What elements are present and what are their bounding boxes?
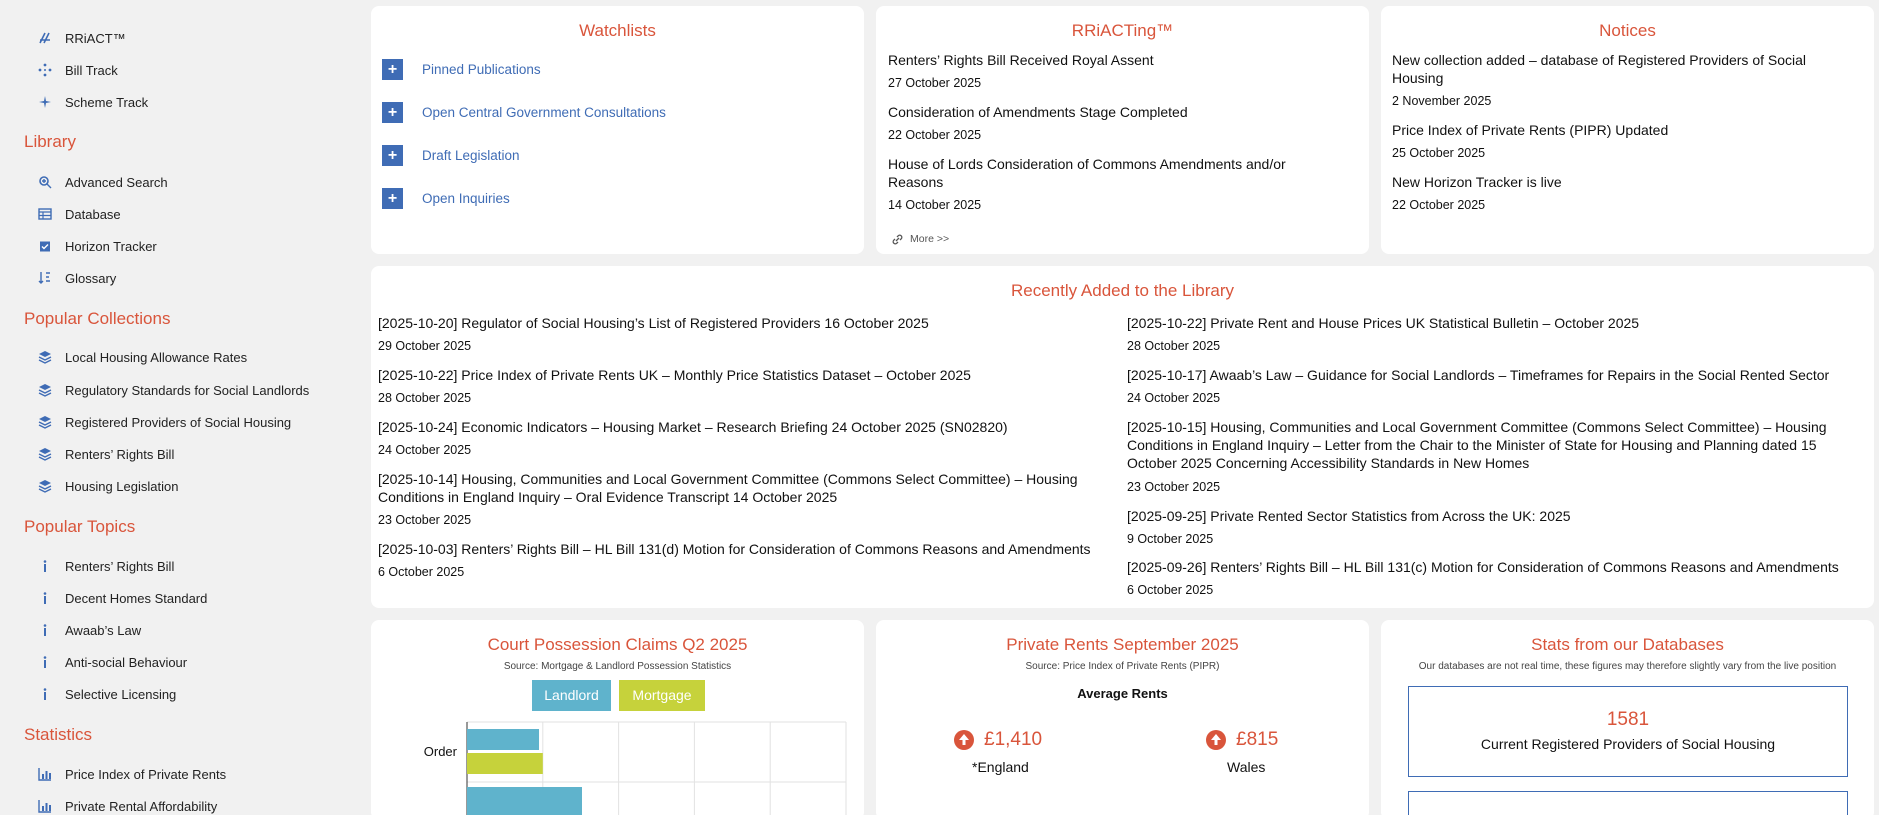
layers-icon bbox=[37, 446, 53, 462]
sidebar-item-label: Selective Licensing bbox=[65, 686, 177, 702]
average-rents-subtitle: Average Rents bbox=[1077, 686, 1168, 701]
bar-mortgage bbox=[467, 753, 543, 774]
calendar-check-icon bbox=[37, 238, 53, 254]
library-item-title[interactable]: [2025-10-24] Economic Indicators – Housing Market – Research Briefing 24 October 2025 (SN02820) bbox=[378, 419, 1008, 435]
layers-icon bbox=[37, 478, 53, 494]
info-icon bbox=[37, 622, 53, 638]
library-item-date: 28 October 2025 bbox=[1127, 339, 1221, 353]
sidebar-item-horizon-tracker[interactable] bbox=[37, 235, 157, 257]
plus-icon: + bbox=[382, 102, 403, 123]
library-item-title[interactable]: [2025-09-26] Renters’ Rights Bill – HL Bill 131(c) Motion for Consideration of Commons Reasons and Amendments bbox=[1127, 559, 1839, 575]
sidebar-item-label: RRiACT™ bbox=[65, 30, 126, 46]
sidebar-item-affordability[interactable] bbox=[37, 795, 217, 815]
news-item-date: 14 October 2025 bbox=[888, 198, 982, 212]
info-icon bbox=[37, 654, 53, 670]
info-icon bbox=[37, 686, 53, 702]
sidebar-item-label: Scheme Track bbox=[65, 94, 149, 110]
watchlist-label: Open Central Government Consultations bbox=[422, 104, 666, 120]
library-item-title[interactable]: [2025-10-20] Regulator of Social Housing’s List of Registered Providers 16 October 2025 bbox=[378, 315, 929, 331]
notices-card bbox=[1381, 6, 1874, 254]
layers-icon bbox=[37, 349, 53, 365]
watchlist-label: Pinned Publications bbox=[422, 61, 541, 77]
sidebar-item-registered-providers[interactable] bbox=[37, 411, 291, 433]
sidebar-item-advanced-search[interactable] bbox=[37, 171, 168, 193]
watchlist-open-inquiries[interactable] bbox=[382, 187, 510, 209]
sidebar-item-label: Regulatory Standards for Social Landlords bbox=[65, 382, 310, 398]
sidebar-item-renters-rights-bill-collection[interactable] bbox=[37, 443, 174, 465]
sidebar-item-label: Private Rental Affordability bbox=[65, 798, 218, 814]
zoom-search-icon bbox=[37, 174, 53, 190]
sidebar-item-topic-antisocial[interactable] bbox=[37, 651, 187, 673]
notice-item-date: 22 October 2025 bbox=[1392, 198, 1486, 212]
notice-item-title[interactable]: New collection added – database of Registered Providers of Social Housing bbox=[1392, 52, 1807, 86]
stats-title: Stats from our Databases bbox=[1531, 635, 1724, 654]
sidebar-heading-statistics: Statistics bbox=[24, 725, 93, 744]
court-claims-title: Court Possession Claims Q2 2025 bbox=[487, 635, 748, 654]
court-claims-card bbox=[371, 620, 864, 815]
stats-note: Our databases are not real time, these figures may therefore slightly vary from the live position bbox=[1418, 661, 1837, 672]
watchlist-label: Draft Legislation bbox=[422, 147, 520, 163]
recent-title: Recently Added to the Library bbox=[1010, 281, 1235, 300]
sidebar-item-pipr[interactable] bbox=[37, 763, 226, 785]
library-item-date: 24 October 2025 bbox=[1127, 391, 1221, 405]
sidebar-item-lha-rates[interactable] bbox=[37, 346, 247, 368]
sidebar-item-topic-decent-homes[interactable] bbox=[37, 587, 207, 609]
sidebar-item-bill-track[interactable] bbox=[37, 59, 118, 81]
watchlist-open-consultations[interactable] bbox=[382, 101, 666, 123]
sidebar-item-rriact[interactable] bbox=[37, 27, 126, 49]
watchlists-title: Watchlists bbox=[579, 21, 656, 40]
arrow-up-circle-icon bbox=[1206, 730, 1226, 750]
notices-title: Notices bbox=[1599, 21, 1656, 40]
library-item-title[interactable]: [2025-10-17] Awaab’s Law – Guidance for Social Landlords – Timeframes for Repairs in the Social Rented Sector bbox=[1127, 367, 1830, 383]
notice-item-date: 2 November 2025 bbox=[1392, 94, 1492, 108]
sidebar-item-label: Anti-social Behaviour bbox=[65, 654, 188, 670]
info-icon bbox=[37, 590, 53, 606]
library-item-date: 9 October 2025 bbox=[1127, 532, 1214, 546]
private-rents-card bbox=[876, 620, 1369, 815]
library-item-title[interactable]: [2025-10-15] Housing, Communities and Local Government Committee (Commons Select Committee) – Housing Conditions in England Inquiry – Letter from the Chair to the Minister of State for Housing and Planning dated 15 October 2025 Concerning Accessibility Standards in New Homes bbox=[1127, 419, 1827, 471]
library-item-date: 23 October 2025 bbox=[378, 513, 472, 527]
more-link[interactable] bbox=[892, 233, 949, 245]
sidebar-item-topic-selective-licensing[interactable] bbox=[37, 683, 176, 705]
sidebar-heading-popular-topics: Popular Topics bbox=[24, 517, 136, 536]
sidebar-item-label: Price Index of Private Rents bbox=[65, 766, 227, 782]
sidebar-heading-popular-collections: Popular Collections bbox=[24, 309, 171, 328]
news-item-date: 22 October 2025 bbox=[888, 128, 982, 142]
watchlist-draft-legislation[interactable] bbox=[382, 144, 520, 166]
library-item-title[interactable]: [2025-10-22] Price Index of Private Rents UK – Monthly Price Statistics Dataset – October 2025 bbox=[378, 367, 971, 383]
stat-label: Current Registered Providers of Social Housing bbox=[1480, 736, 1776, 752]
legend-mortgage-button[interactable]: Mortgage bbox=[619, 680, 705, 711]
arrow-up-circle-icon bbox=[954, 730, 974, 750]
notice-item-title[interactable]: Price Index of Private Rents (PIPR) Updated bbox=[1392, 122, 1669, 138]
sidebar-item-housing-legislation[interactable] bbox=[37, 475, 178, 497]
sort-alpha-icon bbox=[37, 270, 53, 286]
sidebar-item-regulatory-standards[interactable] bbox=[37, 379, 309, 401]
plus-icon: + bbox=[382, 145, 403, 166]
sidebar-item-label: Local Housing Allowance Rates bbox=[65, 349, 248, 365]
sidebar-item-label: Renters’ Rights Bill bbox=[65, 558, 175, 574]
news-item-title[interactable]: Consideration of Amendments Stage Completed bbox=[888, 104, 1188, 120]
court-claims-chart bbox=[371, 720, 864, 815]
library-item-date: 6 October 2025 bbox=[1127, 583, 1214, 597]
notice-item-title[interactable]: New Horizon Tracker is live bbox=[1392, 174, 1562, 190]
info-icon bbox=[37, 558, 53, 574]
link-icon bbox=[892, 234, 903, 245]
library-item-title[interactable]: [2025-10-03] Renters’ Rights Bill – HL Bill 131(d) Motion for Consideration of Commons Reasons and Amendments bbox=[378, 541, 1091, 557]
stat-value: 1581 bbox=[1606, 709, 1650, 730]
slash-lines-icon bbox=[37, 30, 53, 46]
private-rents-source: Source: Price Index of Private Rents (PIPR) bbox=[1025, 661, 1220, 672]
sidebar-item-scheme-track[interactable] bbox=[37, 91, 148, 113]
news-item-title[interactable]: House of Lords Consideration of Commons Amendments and/or Reasons bbox=[888, 156, 1286, 190]
library-item-date: 28 October 2025 bbox=[378, 391, 472, 405]
sidebar-heading-library: Library bbox=[24, 132, 76, 151]
library-item-date: 29 October 2025 bbox=[378, 339, 472, 353]
sidebar-item-label: Database bbox=[65, 206, 121, 222]
stats-card bbox=[1381, 620, 1874, 815]
table-icon bbox=[37, 206, 53, 222]
watchlist-pinned-publications[interactable] bbox=[382, 58, 541, 80]
library-item-date: 24 October 2025 bbox=[378, 443, 472, 457]
sidebar-item-label: Bill Track bbox=[65, 62, 118, 78]
stat-box bbox=[1408, 686, 1848, 777]
sidebar-item-database[interactable] bbox=[37, 203, 121, 225]
bar-landlord bbox=[467, 729, 539, 750]
rent-wales bbox=[1206, 729, 1278, 751]
notice-item-date: 25 October 2025 bbox=[1392, 146, 1486, 160]
rriacting-title: RRiACTing™ bbox=[1071, 21, 1174, 40]
recent-card bbox=[371, 266, 1874, 608]
private-rents-title: Private Rents September 2025 bbox=[1006, 635, 1239, 654]
plus-icon: + bbox=[382, 188, 403, 209]
watchlist-label: Open Inquiries bbox=[422, 190, 510, 206]
sidebar-item-glossary[interactable] bbox=[37, 267, 116, 289]
library-item-title[interactable]: [2025-10-22] Private Rent and House Prices UK Statistical Bulletin – October 2025 bbox=[1127, 315, 1640, 331]
layers-icon bbox=[37, 414, 53, 430]
layers-icon bbox=[37, 382, 53, 398]
rriacting-card bbox=[876, 6, 1369, 254]
plus-icon: + bbox=[382, 59, 403, 80]
more-label: More >> bbox=[910, 233, 950, 245]
library-item-date: 23 October 2025 bbox=[1127, 480, 1221, 494]
rent-value: £1,410 bbox=[984, 729, 1043, 750]
sidebar-item-label: Awaab’s Law bbox=[65, 622, 142, 638]
court-claims-source: Source: Mortgage & Landlord Possession Statistics bbox=[503, 661, 732, 672]
sidebar-item-label: Registered Providers of Social Housing bbox=[65, 414, 292, 430]
sidebar-item-topic-renters-rights[interactable] bbox=[37, 555, 174, 577]
library-item-title[interactable]: [2025-10-14] Housing, Communities and Local Government Committee (Commons Select Committee) – Housing Conditions in England Inquiry – Oral Evidence Transcript 14 October 2025 bbox=[378, 471, 1078, 505]
library-item-date: 6 October 2025 bbox=[378, 565, 465, 579]
sidebar-item-label: Renters’ Rights Bill bbox=[65, 446, 175, 462]
sparkle-icon bbox=[37, 94, 53, 110]
sidebar-item-label: Horizon Tracker bbox=[65, 238, 157, 254]
rent-england bbox=[954, 729, 1042, 751]
news-item-title[interactable]: Renters’ Rights Bill Received Royal Assent bbox=[888, 52, 1154, 68]
bar-landlord bbox=[467, 787, 582, 815]
legend-landlord-button[interactable]: Landlord bbox=[532, 680, 611, 711]
sidebar-item-label: Decent Homes Standard bbox=[65, 590, 208, 606]
sidebar-item-topic-awaabs-law[interactable] bbox=[37, 619, 141, 641]
dots-cross-icon bbox=[37, 62, 53, 78]
sidebar bbox=[0, 0, 360, 815]
rent-value: £815 bbox=[1236, 729, 1279, 750]
rent-region: Wales bbox=[1227, 759, 1266, 775]
library-item-title[interactable]: [2025-09-25] Private Rented Sector Statistics from Across the UK: 2025 bbox=[1127, 508, 1571, 524]
bar-chart-icon bbox=[37, 766, 53, 782]
news-item-date: 27 October 2025 bbox=[888, 76, 982, 90]
sidebar-item-label: Advanced Search bbox=[65, 174, 168, 190]
bar-chart-icon bbox=[37, 798, 53, 814]
category-label: Order bbox=[423, 744, 457, 759]
stat-box bbox=[1408, 791, 1848, 815]
sidebar-item-label: Housing Legislation bbox=[65, 478, 179, 494]
rent-region: *England bbox=[972, 759, 1029, 775]
sidebar-item-label: Glossary bbox=[65, 270, 117, 286]
watchlists-card bbox=[371, 6, 864, 254]
